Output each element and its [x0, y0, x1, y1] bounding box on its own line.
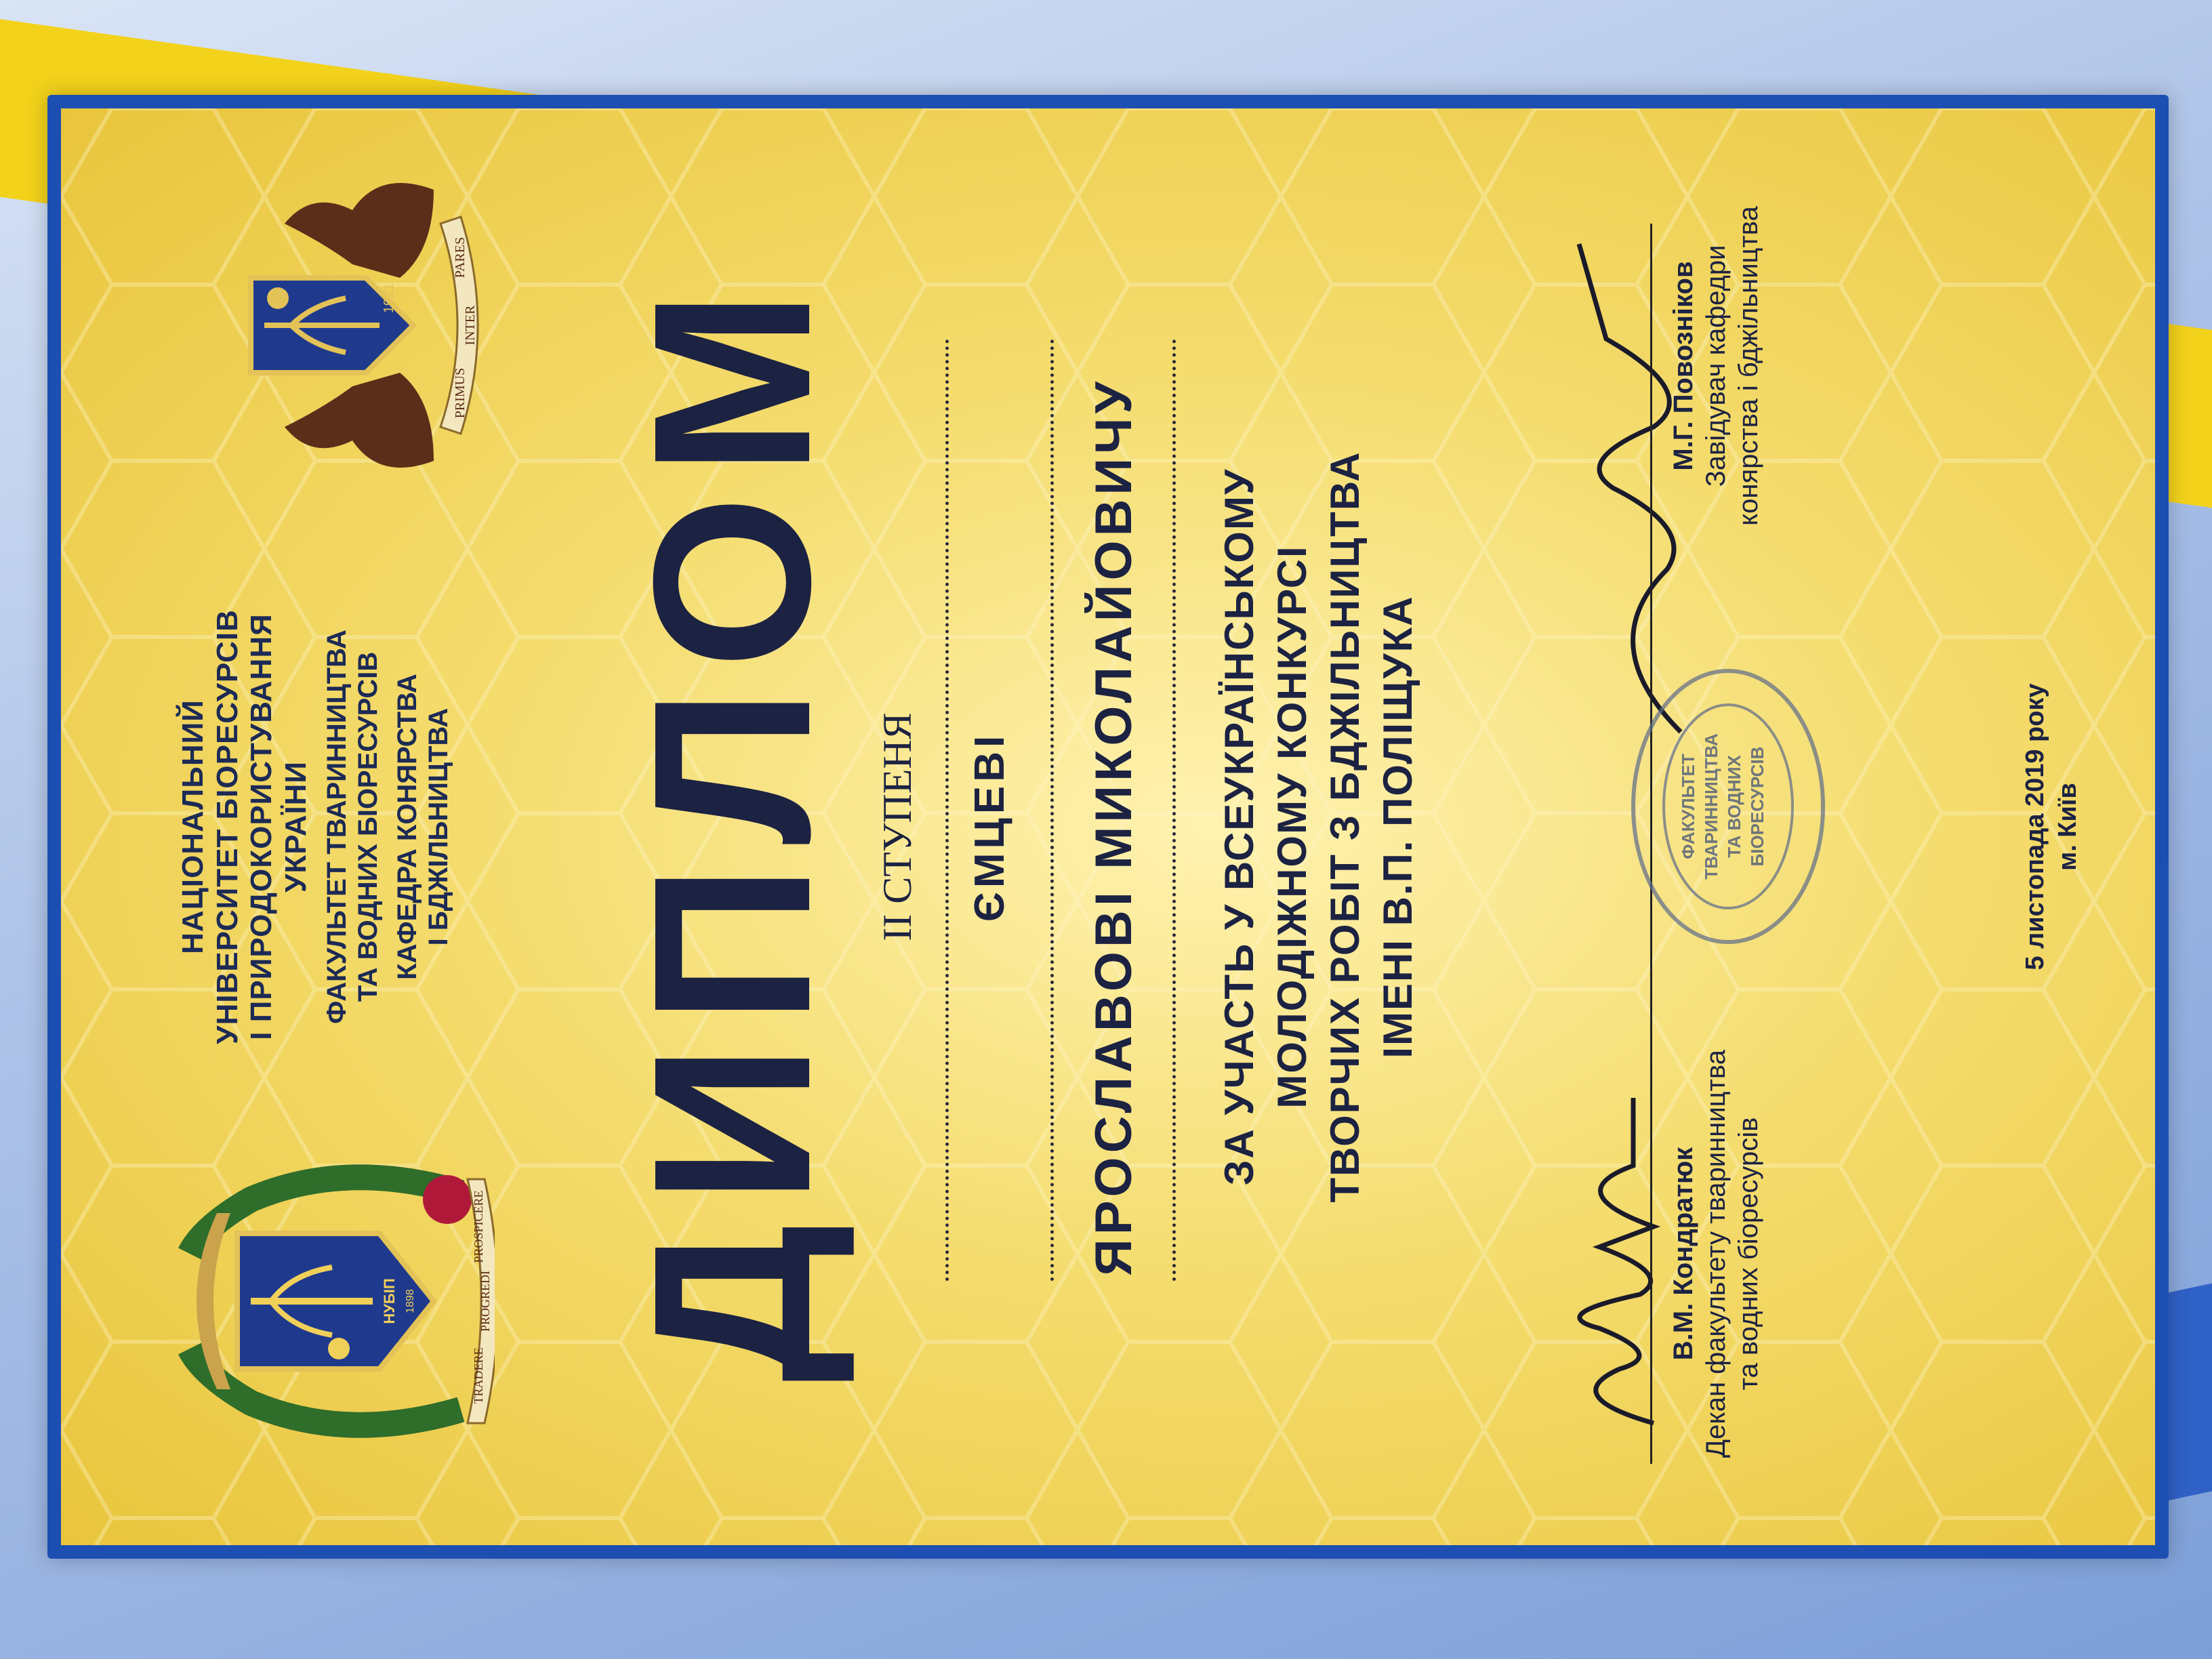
institution-header: [176, 515, 454, 1139]
stamp-line-2: ТВАРИННИЦТВА: [1701, 733, 1721, 880]
head-role-1: Завідувач кафедри: [1701, 245, 1731, 487]
diploma-title: ДИПЛОМ: [607, 270, 857, 1383]
institution-line-3: І ПРИРОДОКОРИСТУВАННЯ: [245, 613, 279, 1040]
institution-line-2: УНІВЕРСИТЕТ БІОРЕСУРСІВ: [210, 609, 244, 1044]
emblem-right-ribbon-word-3: PARES: [453, 237, 468, 279]
department-line-1: КАФЕДРА КОНЯРСТВА: [392, 674, 423, 980]
emblem-abbr: НУБІП: [381, 1278, 398, 1324]
dotted-divider-middle: [1050, 339, 1054, 1281]
dean-signature-block: [1667, 1037, 1765, 1471]
recipient-surname: ЄМЦЕВІ: [966, 731, 1013, 922]
emblem-right-year: 1921: [382, 283, 396, 314]
issue-date: 5 листопада 2019 року: [2021, 683, 2049, 970]
emblem-ribbon-word-1: TRADERE: [472, 1347, 485, 1404]
head-name: М.Г. Повозніков: [1668, 261, 1698, 471]
diploma-frame: [47, 95, 2169, 1559]
institution-line-1: НАЦІОНАЛЬНИЙ: [176, 699, 209, 954]
issue-date-block: [2020, 108, 2084, 1545]
stamp-line-1: ФАКУЛЬТЕТ: [1678, 754, 1698, 859]
emblem-right-ribbon-word-2: INTER: [463, 305, 478, 346]
emblem-year: 1898: [405, 1289, 416, 1313]
nubip-emblem-icon: [176, 1152, 495, 1450]
reason-line-3: ТВОРЧИХ РОБІТ З БДЖІЛЬНИЦТВА: [1322, 451, 1368, 1203]
dotted-divider-bottom: [1172, 339, 1176, 1281]
faculty-line-1: ФАКУЛЬТЕТ ТВАРИННИЦТВА: [322, 630, 352, 1024]
diploma-content: [61, 108, 2155, 1545]
diploma-degree: II СТУПЕНЯ: [875, 712, 920, 941]
reason-line-2: МОЛОДІЖНОМУ КОНКУРСІ: [1269, 545, 1315, 1109]
reason-line-4: ІМЕНІ В.П. ПОЛІЩУКА: [1375, 595, 1420, 1059]
head-role-2: конярства і бджільництва: [1734, 206, 1763, 526]
faculty-line-2: ТА ВОДНИХ БІОРЕСУРСІВ: [353, 651, 384, 1002]
dean-role-2: та водних біоресурсів: [1734, 1117, 1763, 1391]
dotted-divider-top: [945, 339, 949, 1281]
dean-role-1: Декан факультету тваринництва: [1701, 1050, 1731, 1458]
stamp-line-3: ТА ВОДНИХ: [1724, 755, 1744, 858]
faculty-stamp-icon: [1626, 664, 1830, 949]
head-signature-block: [1667, 149, 1765, 583]
recipient-fullname: ЯРОСЛАВОВІ МИКОЛАЙОВИЧУ: [1085, 377, 1143, 1276]
institution-line-4: УКРАЇНИ: [279, 760, 312, 893]
award-reason: [1213, 258, 1425, 1396]
issue-city: м. Київ: [2053, 783, 2082, 871]
diploma-paper: [61, 108, 2155, 1545]
faculty-horses-emblem-icon: [176, 149, 495, 501]
emblem-right-ribbon-word-1: PRIMUS: [453, 367, 468, 419]
emblem-ribbon-word-2: PROGREDI: [478, 1270, 492, 1332]
emblem-ribbon-word-3: PROSPICERE: [472, 1190, 485, 1263]
reason-line-1: ЗА УЧАСТЬ У ВСЕУКРАЇНСЬКОМУ: [1216, 468, 1262, 1186]
dean-name: В.М. Кондратюк: [1668, 1147, 1698, 1361]
stamp-line-4: БІОРЕСУРСІВ: [1747, 746, 1767, 867]
department-line-2: І БДЖІЛЬНИЦТВА: [424, 708, 454, 946]
